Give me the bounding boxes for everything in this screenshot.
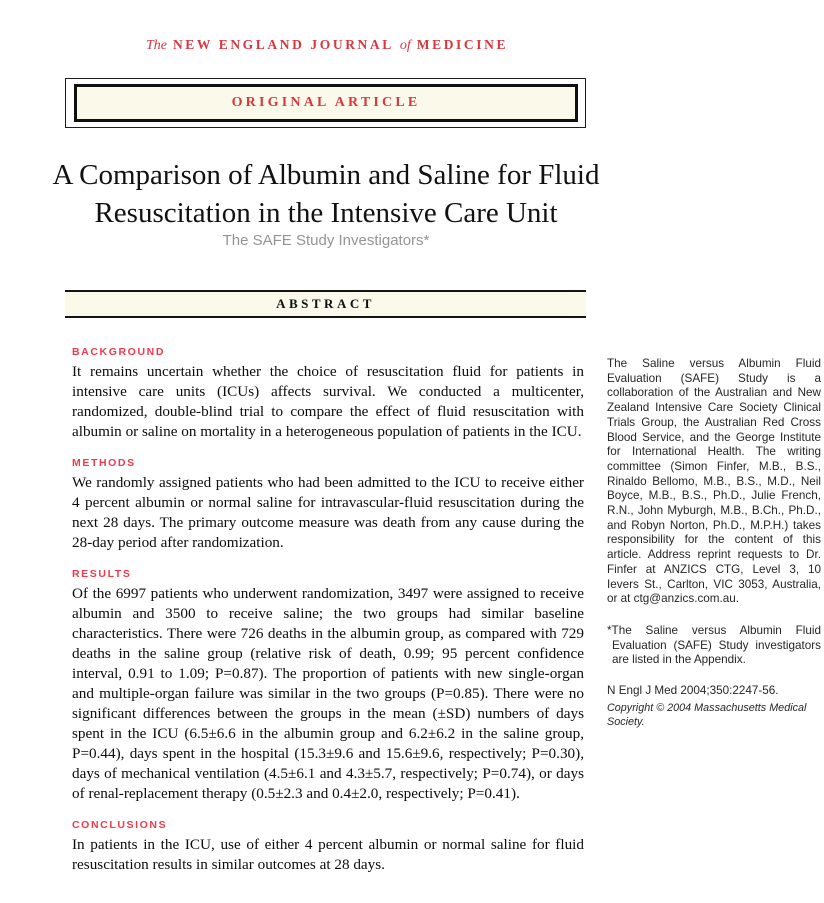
section-heading-methods: METHODS xyxy=(72,457,136,469)
journal-masthead xyxy=(64,36,588,54)
masthead-the: The xyxy=(145,38,167,53)
affiliation-note: The Saline versus Albumin Fluid Evaluation (SAFE) Study is a collaboration of the Australian and New Zealand Intensive Care Society Clinical Trials Group, the Australian Red Cross Blood Service, and the George Institute for International Health. The writing committee (Simon Finfer, M.B., B.S., Rinaldo Bellomo, M.B., B.S., M.D., Neil Boyce, M.B., B.S., Ph.D., Julie French, R.N., John Myburgh, M.B., B.Ch., Ph.D., and Robyn Norton, Ph.D., M.P.H.) takes responsibility for the content of this article. Address reprint requests to Dr. Finfer at ANZICS CTG, Level 3, 10 Ievers St., Carlton, VIC 3053, Australia, or at ctg@anzics.com.au. xyxy=(607,357,821,606)
copyright-notice: Copyright © 2004 Massachusetts Medical Society. xyxy=(607,701,807,729)
article-info-sidebar xyxy=(607,357,821,730)
section-body-conclusions: In patients in the ICU, use of either 4 percent albumin or normal saline for fluid resuscitation results in similar outcomes at 28 days. xyxy=(72,836,584,873)
article-title-line1: A Comparison of Albumin and Saline for Fluid xyxy=(52,159,600,191)
section-heading-background: BACKGROUND xyxy=(72,346,165,358)
masthead-journal-name-part2: MEDICINE xyxy=(416,37,509,52)
abstract-header-band xyxy=(65,290,586,318)
article-type-label: ORIGINAL ARTICLE xyxy=(231,95,421,110)
article-byline: The SAFE Study Investigators* xyxy=(222,232,430,249)
journal-citation: N Engl J Med 2004;350:2247-56. xyxy=(607,684,779,698)
section-body-results: Of the 6997 patients who underwent randomization, 3497 were assigned to receive albumin and 3500 to receive saline; the two groups had similar baseline characteristics. There were 726 deaths in the albumin group, as compared with 729 deaths in the saline group (relative risk of death, 0.99; 95 percent confidence interval, 0.91 to 1.09; P=0.87). The proportion of patients with new single-organ and multiple-organ failure was similar in the two groups (P=0.85). There were no significant differences between the groups in the mean (±SD) numbers of days spent in the ICU (6.5±6.6 in the albumin group and 6.2±6.2 in the saline group, P=0.44), days spent in the hospital (15.3±9.6 and 15.6±9.6, respectively; P=0.30), days of mechanical ventilation (4.5±6.1 and 4.3±5.7, respectively; P=0.74), or days of renal-replacement therapy (0.5±2.3 and 0.4±2.0, respectively; P=0.41). xyxy=(72,585,584,802)
section-heading-conclusions: CONCLUSIONS xyxy=(72,819,168,831)
abstract-label: ABSTRACT xyxy=(276,296,375,311)
section-body-background: It remains uncertain whether the choice of resuscitation fluid for patients in intensive care units (ICUs) affects survival. We conducted a multicenter, randomized, double-blind trial to compare the effect of fluid resuscitation with albumin or saline on mortality in a heterogeneous population of patients in the ICU. xyxy=(72,363,584,440)
article-title xyxy=(40,156,612,232)
article-title-line2: Resuscitation in the Intensive Care Unit xyxy=(94,197,558,229)
article-type-banner xyxy=(74,84,578,122)
abstract-body-column xyxy=(72,346,584,890)
section-body-methods: We randomly assigned patients who had been admitted to the ICU to receive either 4 percent albumin or normal saline for intravascular-fluid resuscitation during the next 28 days. The primary outcome measure was death from any cause during the 28-day period after randomization. xyxy=(72,474,584,551)
masthead-journal-name-part1: NEW ENGLAND JOURNAL xyxy=(172,37,394,52)
section-heading-results: RESULTS xyxy=(72,568,132,580)
investigators-footnote: *The Saline versus Albumin Fluid Evaluation (SAFE) Study investigators are listed in the Appendix. xyxy=(607,623,821,667)
masthead-of: of xyxy=(399,38,411,53)
